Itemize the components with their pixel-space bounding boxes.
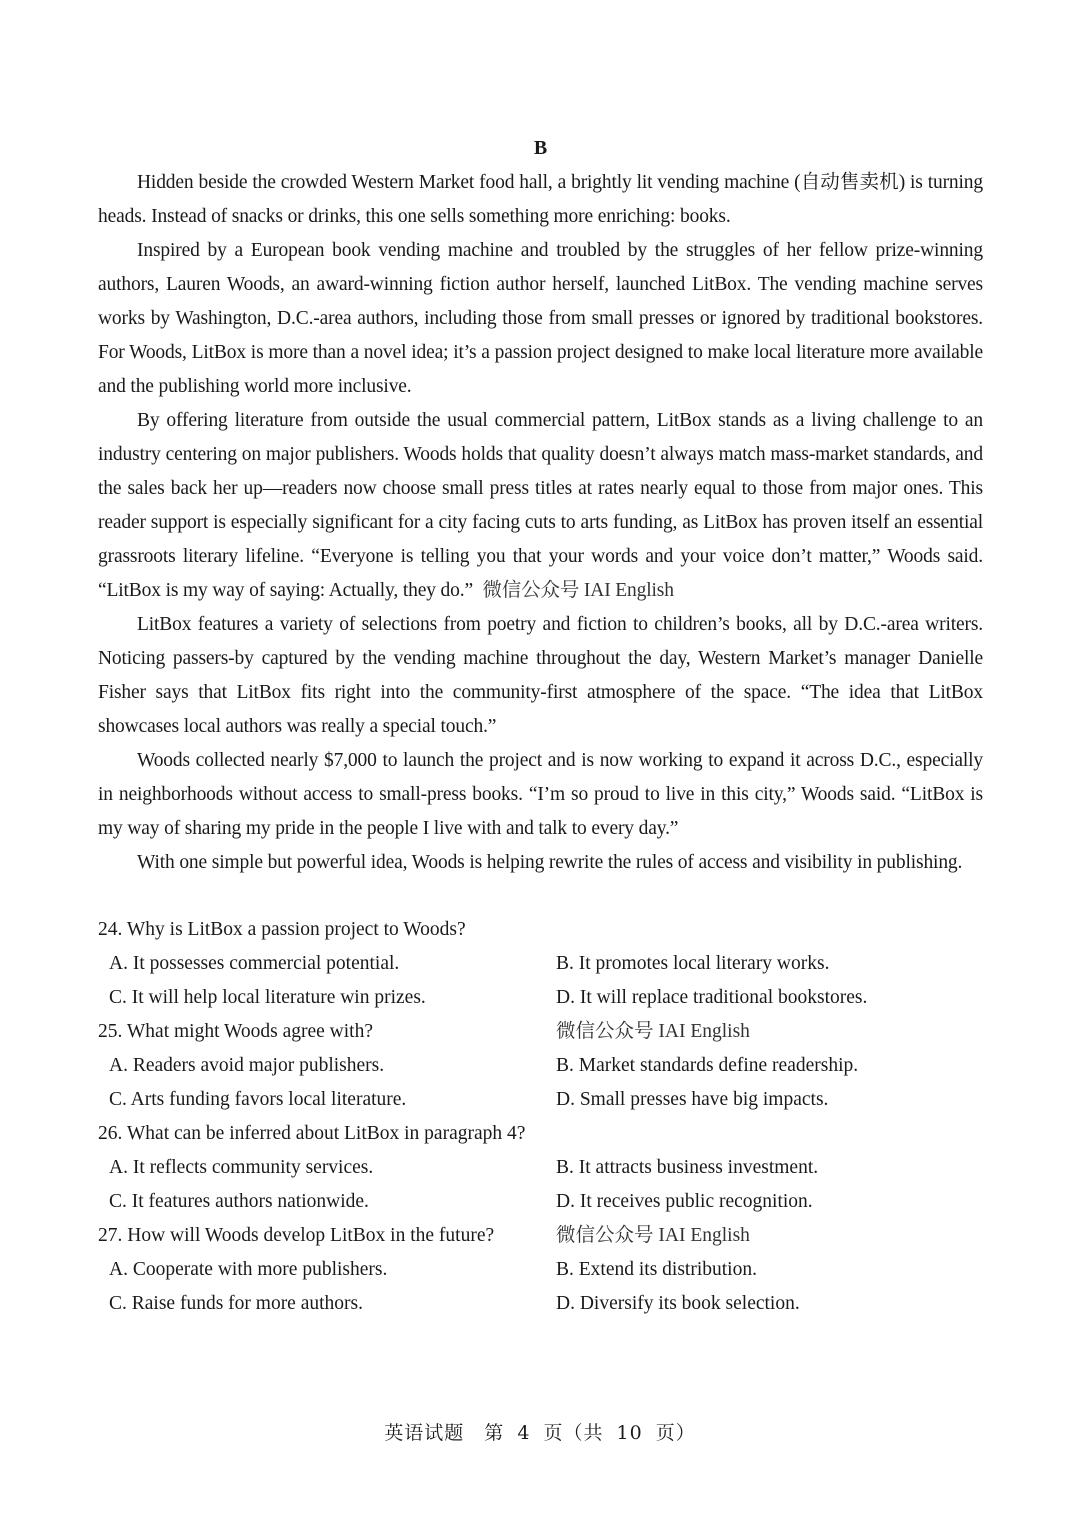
page-footer: 英语试题 第 4 页（共 10 页） xyxy=(384,1422,696,1444)
reading-passage xyxy=(98,166,983,880)
question-stem: 24. Why is LitBox a passion project to Woods? xyxy=(98,919,466,940)
option-b: B. It attracts business investment. xyxy=(556,1157,819,1178)
question-list xyxy=(98,913,983,1321)
options-row xyxy=(98,1185,983,1219)
option-d: D. It receives public recognition. xyxy=(556,1191,813,1212)
options-row xyxy=(98,1151,983,1185)
passage-paragraph-6 xyxy=(98,846,983,880)
option-c: C. Arts funding favors local literature. xyxy=(109,1089,407,1110)
exam-page xyxy=(98,134,983,1321)
paragraph-text: Woods collected nearly $7,000 to launch the project and is now working to expand it across D.C., especially in neighborhoods without access to small-press books. “I’m so proud to live in this city,” Woods said. “LitBox is my way of sharing my pride in the people I live with and talk to every day.” xyxy=(98,750,983,839)
question-stem: 26. What can be inferred about LitBox in paragraph 4? xyxy=(98,1123,526,1144)
question-27 xyxy=(98,1219,983,1321)
question-stem-row xyxy=(98,913,983,947)
watermark-text: 微信公众号 IAI English xyxy=(556,1021,750,1042)
options-row xyxy=(98,1049,983,1083)
question-24 xyxy=(98,913,983,1015)
options-row xyxy=(98,1083,983,1117)
question-26 xyxy=(98,1117,983,1219)
option-b: B. Extend its distribution. xyxy=(556,1259,757,1280)
passage-paragraph-2 xyxy=(98,234,983,404)
options-row xyxy=(98,1253,983,1287)
section-title: B xyxy=(533,137,548,159)
option-d: D. Diversify its book selection. xyxy=(556,1293,800,1314)
question-stem-row xyxy=(98,1015,983,1049)
options-row xyxy=(98,947,983,981)
watermark-text: 微信公众号 IAI English xyxy=(482,580,674,601)
passage-paragraph-3 xyxy=(98,404,983,608)
option-a: A. Cooperate with more publishers. xyxy=(109,1259,388,1280)
paragraph-text: Inspired by a European book vending machine and troubled by the struggles of her fellow prize-winning authors, Lauren Woods, an award-winning fiction author herself, launched LitBox. The vending machine serves works by Washington, D.C.-area authors, including those from small presses or ignored by traditional bookstores. For Woods, LitBox is more than a novel idea; it’s a passion project designed to make local literature more available and the publishing world more inclusive. xyxy=(98,240,983,397)
option-b: B. It promotes local literary works. xyxy=(556,953,830,974)
option-c: C. Raise funds for more authors. xyxy=(109,1293,363,1314)
option-a: A. Readers avoid major publishers. xyxy=(109,1055,385,1076)
question-stem-row xyxy=(98,1219,983,1253)
passage-paragraph-1 xyxy=(98,166,983,234)
option-d: D. It will replace traditional bookstores. xyxy=(556,987,868,1008)
passage-paragraph-4 xyxy=(98,608,983,744)
paragraph-text: Hidden beside the crowded Western Market food hall, a brightly lit vending machine (自动售卖机) is turning heads. Instead of snacks or drinks, this one sells something more enriching: books. xyxy=(98,172,983,227)
option-a: A. It possesses commercial potential. xyxy=(109,953,400,974)
watermark-text: 微信公众号 IAI English xyxy=(556,1225,750,1246)
options-row xyxy=(98,1287,983,1321)
options-row xyxy=(98,981,983,1015)
option-a: A. It reflects community services. xyxy=(109,1157,374,1178)
option-b: B. Market standards define readership. xyxy=(556,1055,859,1076)
option-d: D. Small presses have big impacts. xyxy=(556,1089,829,1110)
watermark-text xyxy=(556,913,983,947)
option-c: C. It features authors nationwide. xyxy=(109,1191,369,1212)
question-stem: 27. How will Woods develop LitBox in the future? xyxy=(98,1225,495,1246)
question-stem: 25. What might Woods agree with? xyxy=(98,1021,373,1042)
paragraph-text: With one simple but powerful idea, Woods is helping rewrite the rules of access and visibility in publishing. xyxy=(137,852,963,873)
option-c: C. It will help local literature win prizes. xyxy=(109,987,426,1008)
paragraph-text: LitBox features a variety of selections from poetry and fiction to children’s books, all by D.C.-area writers. Noticing passers-by captured by the vending machine throughout the day, Western Market’s manager Danielle Fisher says that LitBox fits right into the community-first atmosphere of the space. “The idea that LitBox showcases local authors was really a special touch.” xyxy=(98,614,983,737)
paragraph-text: By offering literature from outside the usual commercial pattern, LitBox stands as a living challenge to an industry centering on major publishers. Woods holds that quality doesn’t always match mass-market standards, and the sales back her up—readers now choose small press titles at rates nearly equal to those from major ones. This reader support is especially significant for a city facing cuts to arts funding, as LitBox has proven itself an essential grassroots literary lifeline. “Everyone is telling you that your words and your voice don’t matter,” Woods said. “LitBox is my way of saying: Actually, they do.” xyxy=(98,410,983,601)
question-stem-row xyxy=(98,1117,983,1151)
watermark-text xyxy=(525,1117,983,1151)
question-25 xyxy=(98,1015,983,1117)
passage-paragraph-5 xyxy=(98,744,983,846)
